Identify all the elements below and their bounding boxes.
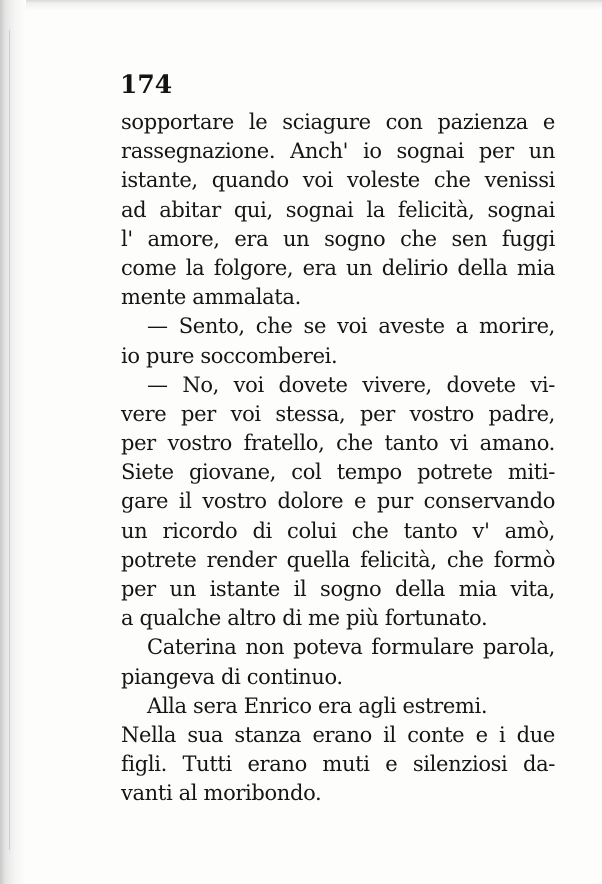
text-line: l' amore, era un sogno che sen fuggi — [121, 226, 555, 251]
text-line: un ricordo di colui che tanto v' amò, — [121, 518, 555, 543]
text-line: sopportare le sciagure con pazienza e — [121, 110, 555, 134]
text-line: per un istante il sogno della mia vita, — [121, 577, 555, 601]
page-number: 174 — [120, 70, 173, 99]
text-line: io pure soccomberei. — [121, 343, 338, 368]
text-line: — Sento, che se voi aveste a morire, — [147, 314, 555, 339]
text-line: Alla sera Enrico era agli estremi. — [147, 693, 488, 718]
text-line: potrete render quella felicità, che formò — [121, 547, 555, 572]
text-line: vanti al moribondo. — [121, 781, 322, 806]
text-line: a qualche altro di me più fortunato. — [121, 606, 488, 631]
text-line: — No, voi dovete vivere, dovete vi- — [147, 372, 555, 397]
text-line: rassegnazione. Anch' io sognai per un — [121, 139, 555, 164]
text-line: Caterina non poteva formulare parola, — [147, 635, 555, 660]
page-gutter-shadow — [0, 0, 26, 884]
text-line: mente ammalata. — [121, 285, 301, 310]
body-text — [121, 108, 555, 809]
page-top-edge — [0, 0, 602, 10]
text-line: figli. Tutti erano muti e silenziosi da- — [121, 752, 555, 777]
text-line: per vostro fratello, che tanto vi amano. — [121, 431, 555, 456]
text-line: Nella sua stanza erano il conte e i due — [121, 722, 555, 747]
text-line: gare il vostro dolore e pur conservando — [121, 489, 555, 514]
text-line: vere per voi stessa, per vostro padre, — [121, 401, 555, 426]
text-line: istante, quando voi voleste che venissi — [121, 168, 555, 193]
text-line: ad abitar qui, sognai la felicità, sognai — [121, 197, 555, 222]
text-line: piangeva di continuo. — [121, 664, 343, 689]
text-line: Siete giovane, col tempo potrete miti- — [121, 460, 555, 485]
page-binding-line — [9, 30, 10, 850]
text-line: come la folgore, era un delirio della mia — [121, 255, 555, 280]
